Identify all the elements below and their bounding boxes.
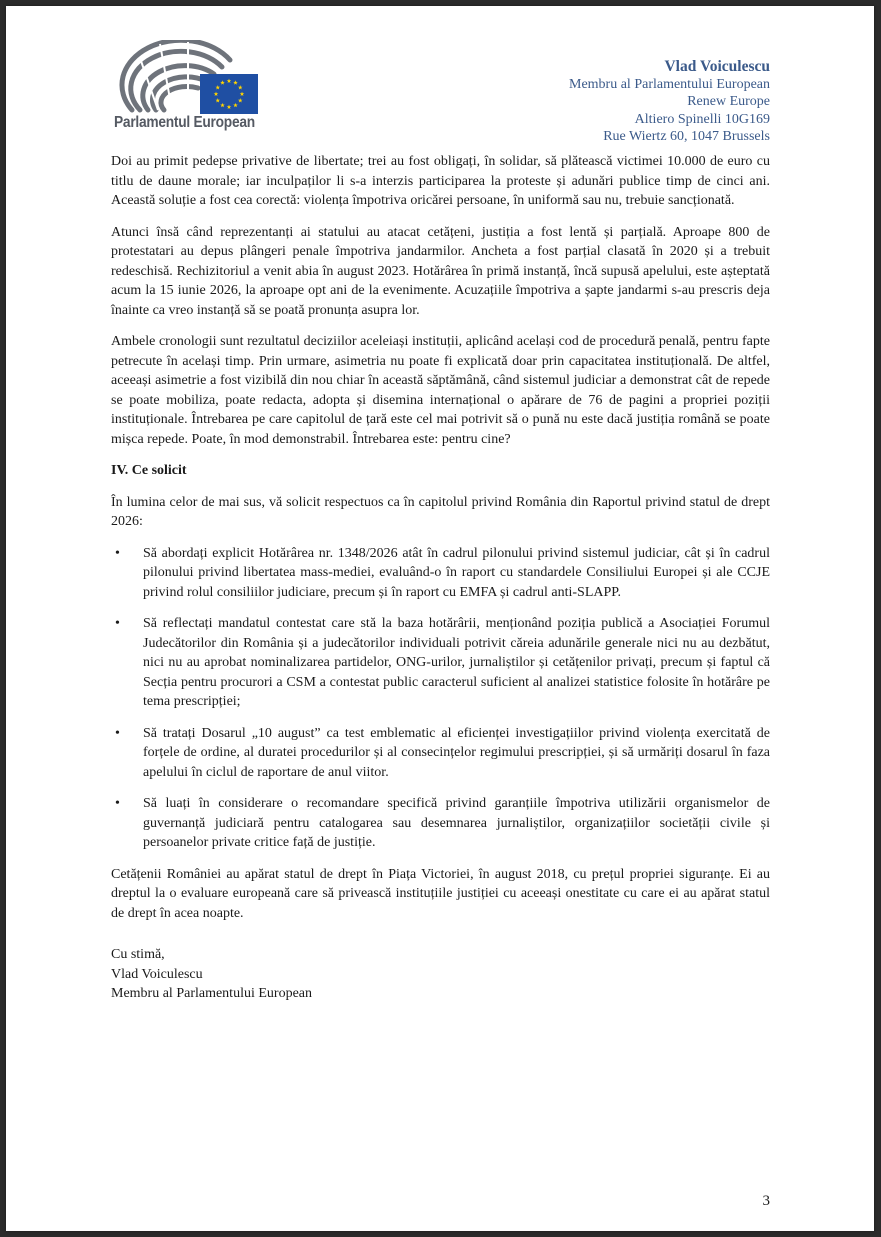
list-item xyxy=(111,544,770,603)
signature-name: Vlad Voiculescu xyxy=(111,966,203,982)
sender-name: Vlad Voiculescu xyxy=(664,58,770,75)
paragraph: Ambele cronologii sunt rezultatul deciziilor aceleiași instituții, aplicând același cod de procedură penală, pentru fapte petrecute în același timp. Prin urmare, asimetria nu poate fi explicată doar prin capacitatea instituțională. De altfel, aceeași asimetrie a fost vizibilă din nou chiar în această săptămână, când sistemul judiciar a demonstrat cât de repede se poate mobiliza, poate redacta, adopta și disemina internațional o apărare de 76 de pagini a propriei poziții instituționale. Întrebarea pe care capitolul de țară este cel mai potrivit să o pună nu este dacă justiția română se poate mișca repede. Poate, în mod demonstrabil. Întrebarea este: pentru cine? xyxy=(111,334,770,447)
salutation: Cu stimă, xyxy=(111,947,165,962)
list-item xyxy=(111,794,770,853)
section-heading: IV. Ce solicit xyxy=(111,463,187,478)
list-item-text: Să luați în considerare o recomandare specifică privind garanțiile împotriva utilizării organismelor de guvernanță judiciară pentru catalogarea sau desemnarea jurnaliștilor, organizațiilor societății civile și persoanelor private critice față de justiție. xyxy=(143,796,770,850)
sender-block xyxy=(569,58,770,146)
sender-line: Altiero Spinelli 10G169 xyxy=(634,111,770,127)
logo-text: Parlamentul European xyxy=(114,114,255,131)
paragraph: Doi au primit pedepse privative de libertate; trei au fost obligați, în solidar, să plătească victimei 10.000 de euro cu titlu de daune morale; iar inculpaților li s-a interzis participarea la proteste și adunări publice timp de cinci ani. Această soluție a fost cea corectă: violența împotriva oricărei persoane, în uniformă sau nu, trebuie sancționată. xyxy=(111,154,770,208)
eu-flag-icon xyxy=(200,74,258,114)
list-item-text: Să tratați Dosarul „10 august” ca test emblematic al eficienței investigațiilor privind violența exercitată de forțele de ordine, al duratei procedurilor și al consecințelor regimului prescripției, și să urmăriți dosarul în faza apelului în ciclul de raportare de anul viitor. xyxy=(143,725,770,780)
sender-line: Membru al Parlamentului European xyxy=(569,76,770,92)
list-item-text: Să reflectați mandatul contestat care stă la baza hotărârii, menționând poziția publică a Asociației Forumul Judecătorilor din România și a judecătorilor individuali potrivit căreia adunările generale nici nu au dezbătut, nici nu au aprobat nominalizarea partidelor, ONG-urilor, jurnaliștilor și cetățenilor privați, precum și faptul că Secția pentru procurori a CSM a contestat public caracterul suficient al analizei statistice folosite în hotărâre pe tema prescripției; xyxy=(143,616,770,709)
letter-body xyxy=(111,152,770,1004)
sender-line: Rue Wiertz 60, 1047 Brussels xyxy=(603,129,770,144)
request-list xyxy=(111,544,770,853)
document-page xyxy=(6,6,874,1231)
list-item-text: Să abordați explicit Hotărârea nr. 1348/2026 atât în cadrul pilonului privind sistemul judiciar, cât și în cadrul pilonului privind libertatea mass-mediei, evaluând-o în raport cu standardele Consiliului Europei și ale CCJE privind rolul consiliilor judiciare, precum și în raport cu EMFA și cadrul anti-SLAPP. xyxy=(143,545,770,600)
conclusion-paragraph: Cetățenii României au apărat statul de drept în Piața Victoriei, în august 2018, cu prețul propriei siguranțe. Ei au dreptul la o evaluare europeană care să privească instituțiile justiției cu aceeași onestitate cu care ei au apărat statul de drept în acea noapte. xyxy=(111,866,770,921)
bullet: • xyxy=(115,545,120,561)
page-number: 3 xyxy=(762,1193,770,1209)
closing-block xyxy=(111,945,770,1004)
paragraph: Atunci însă când reprezentanți ai statului au atacat cetățeni, justiția a fost lentă și parțială. Aproape 800 de protestatari au depus plângeri penale împotriva jandarmilor. Ancheta a fost parțial clasată în 2020 și a trebuit redeschisă. Rechizitoriul a venit abia în august 2023. Hotărârea în primă instanță, încă supusă apelului, este așteptată acum la 15 iunie 2026, la aproape opt ani de la evenimente. Acuzațiile împotriva a șapte jandarmi s-au prescris deja înainte ca vreo instanță să se poată pronunța asupra lor. xyxy=(111,224,770,318)
bullet: • xyxy=(115,616,120,631)
list-item xyxy=(111,614,770,712)
sender-line: Renew Europe xyxy=(687,94,770,109)
list-item xyxy=(111,724,770,783)
bullet: • xyxy=(115,796,120,811)
intro-paragraph: În lumina celor de mai sus, vă solicit respectuos ca în capitolul privind România din Raportul privind statul de drept 2026: xyxy=(111,494,770,529)
signature-title: Membru al Parlamentului European xyxy=(111,986,312,1001)
parliament-logo xyxy=(110,40,270,140)
bullet: • xyxy=(115,725,120,741)
